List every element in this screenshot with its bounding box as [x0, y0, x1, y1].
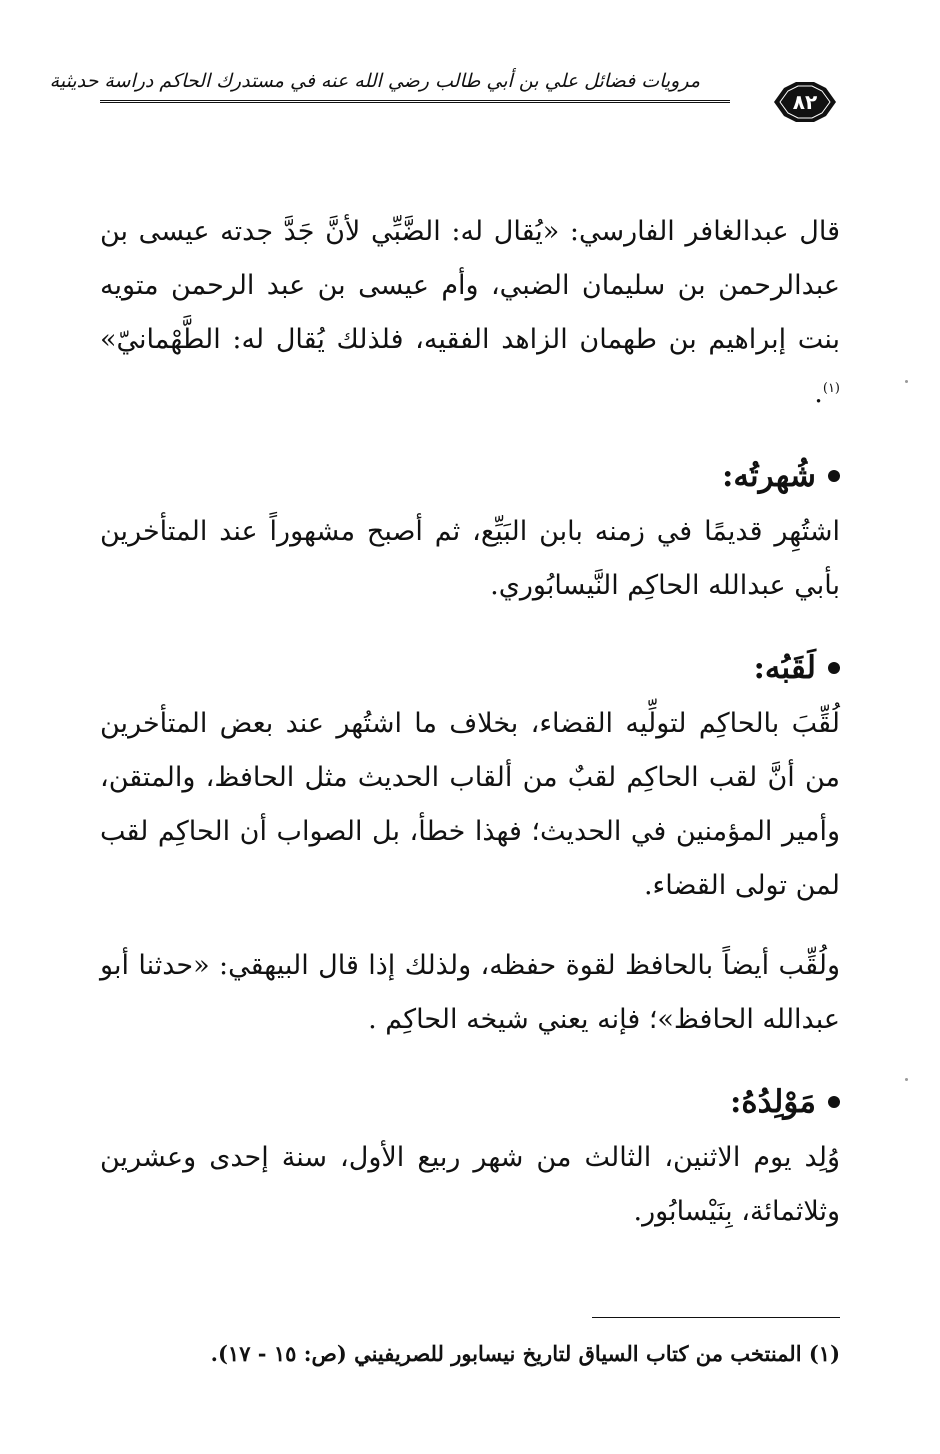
- heading-text: شُهرتُه:: [721, 458, 816, 494]
- section-heading-fame: [100, 447, 840, 505]
- running-title: مرويات فضائل علي بن أبي طالب رضي الله عنه في مستدرك الحاكم دراسة حديثية: [49, 70, 700, 92]
- section-heading-birth: [100, 1073, 840, 1131]
- paragraph-2: اشتُهِر قديمًا في زمنه بابن البَيِّع، ثم أصبح مشهوراً عند المتأخرين بأبي عبدالله الحاكِم النَّيسابُوري.: [100, 516, 840, 601]
- paragraph-1-text: قال عبدالغافر الفارسي: «يُقال له: الضَّبِّي لأنَّ جَدَّ جدته عيسى بن عبدالرحمن بن سليمان الضبي، وأم عيسى بن عبد الرحمن متويه بنت إبراهيم بن طهمان الزاهد الفقيه، فلذلك يُقال له: الطَّهْمانيّ»: [100, 216, 840, 355]
- page-number-badge: [770, 78, 840, 126]
- heading-text: مَوْلِدُهُ:: [729, 1084, 816, 1120]
- scan-speck: [905, 380, 908, 383]
- footnote: (١) المنتخب من كتاب السياق لتاريخ نيسابور للصريفيني (ص: ١٥ - ١٧).: [210, 1341, 840, 1366]
- page-header: [49, 60, 840, 130]
- bullet-icon: [828, 1096, 840, 1108]
- bullet-icon: [828, 662, 840, 674]
- header-rule: [100, 100, 730, 103]
- bullet-icon: [828, 470, 840, 482]
- footnote-separator: [592, 1317, 840, 1318]
- main-text: [100, 205, 840, 1239]
- paragraph-3: لُقِّبَ بالحاكِم لتولِّيه القضاء، بخلاف ما اشتُهر عند بعض المتأخرين من أنَّ لقب الحاكِم لقبٌ من ألقاب الحديث مثل الحافظ، والمتقن، وأمير المؤمنين في الحديث؛ فهذا خطأ، بل الصواب أن الحاكِم لقب لمن تولى القضاء.: [100, 708, 840, 901]
- heading-text: لَقَبُه:: [753, 650, 816, 686]
- paragraph-1-end: .: [814, 378, 823, 409]
- paragraph-5: وُلِد يوم الاثنين، الثالث من شهر ربيع الأول، سنة إحدى وعشرين وثلاثمائة، بِنَيْسابُور.: [100, 1142, 840, 1227]
- scan-speck: [905, 1078, 908, 1081]
- section-heading-title: [100, 639, 840, 697]
- paragraph-1: [100, 205, 840, 421]
- footnote-reference[interactable]: (١): [822, 381, 840, 396]
- paragraph-4: ولُقِّب أيضاً بالحافظ لقوة حفظه، ولذلك إذا قال البيهقي: «حدثنا أبو عبدالله الحافظ»؛ فإنه يعني شيخه الحاكِم .: [100, 950, 840, 1035]
- page-number: ٨٢: [792, 90, 818, 114]
